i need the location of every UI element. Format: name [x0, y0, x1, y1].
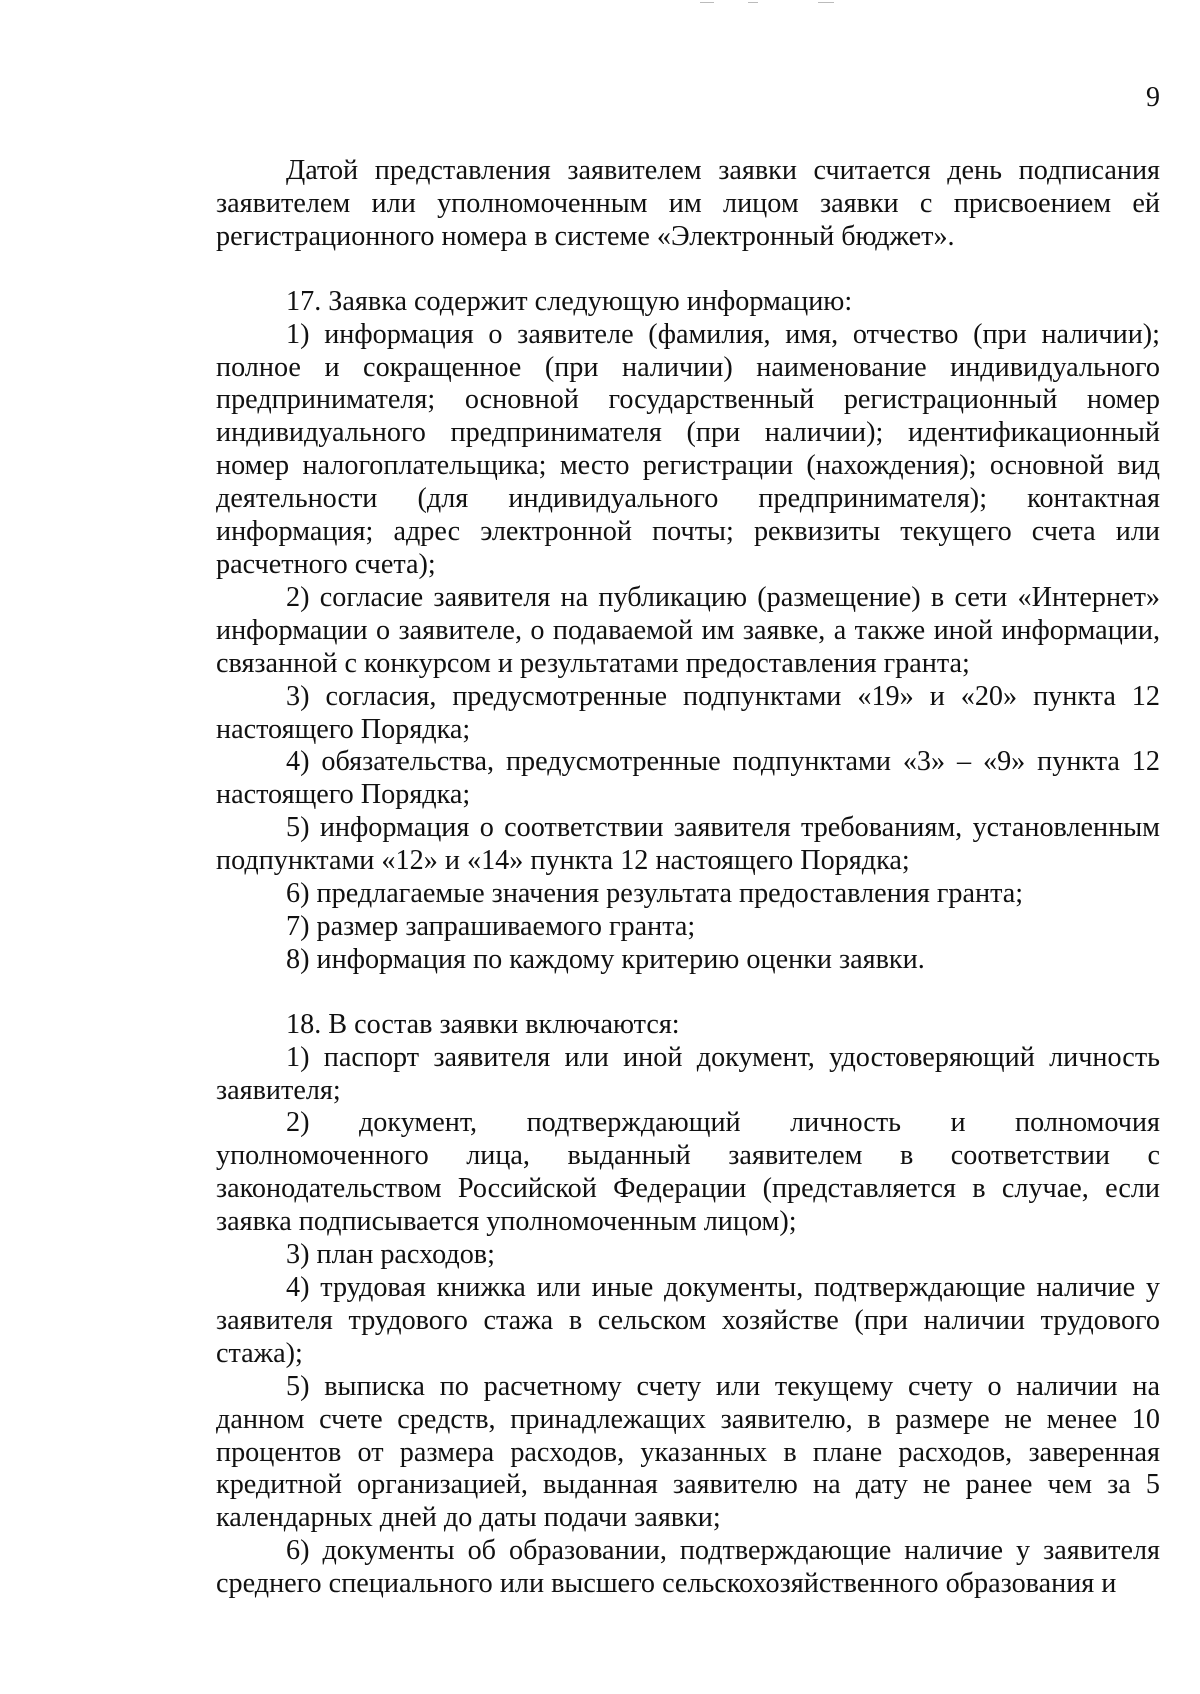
list-item-18-6: 6) документы об образовании, подтверждающие наличие у заявителя среднего специального или высшего сельскохозяйственного образования и [216, 1535, 1160, 1600]
list-item-17-4: 4) обязательства, предусмотренные подпунктами «3» – «9» пункта 12 настоящего Порядка; [216, 746, 1160, 811]
list-item-17-5: 5) информация о соответствии заявителя требованиям, установленным подпунктами «12» и «14» пункта 12 настоящего Порядка; [216, 812, 1160, 877]
list-item-17-8: 8) информация по каждому критерию оценки заявки. [286, 943, 925, 975]
section-17-heading: 17. Заявка содержит следующую информацию: [286, 285, 853, 317]
section-18-heading: 18. В состав заявки включаются: [286, 1008, 680, 1040]
list-item-17-2: 2) согласие заявителя на публикацию (размещение) в сети «Интернет» информации о заявителе, о подаваемой им заявке, а также иной информации, связанной с конкурсом и результатами предоставления гранта; [216, 581, 1160, 679]
list-item-18-5: 5) выписка по расчетному счету или текущему счету о наличии на данном счете средств, принадлежащих заявителю, в размере не менее 10 процентов от размера расходов, указанных в плане расходов, заверенная кредитной организацией, выданная заявителю на дату не ранее чем за 5 календарных дней до даты подачи заявки; [216, 1370, 1160, 1534]
list-item-17-7: 7) размер запрашиваемого гранта; [286, 910, 696, 942]
list-item-18-3: 3) план расходов; [286, 1239, 495, 1271]
page-number: 9 [1146, 82, 1160, 113]
paragraph-submission-date: Датой представления заявителем заявки считается день подписания заявителем или уполномоченным им лицом заявки с присвоением ей регистрационного номера в системе «Электронный бюджет». [216, 155, 1160, 252]
scan-marks [700, 0, 860, 6]
list-item-18-4: 4) трудовая книжка или иные документы, подтверждающие наличие у заявителя трудового стажа в сельском хозяйстве (при наличии трудового стажа); [216, 1272, 1160, 1369]
document-body [216, 155, 1160, 1601]
list-item-17-3: 3) согласия, предусмотренные подпунктами «19» и «20» пункта 12 настоящего Порядка; [216, 680, 1160, 745]
list-item-18-1: 1) паспорт заявителя или иной документ, удостоверяющий личность заявителя; [216, 1041, 1160, 1106]
list-item-17-6: 6) предлагаемые значения результата предоставления гранта; [286, 878, 1024, 910]
list-item-18-2: 2) документ, подтверждающий личность и полномочия уполномоченного лица, выданный заявителем в соответствии с законодательством Российской Федерации (представляется в случае, если заявка подписывается уполномоченным лицом); [216, 1107, 1160, 1238]
list-item-17-1: 1) информация о заявителе (фамилия, имя, отчество (при наличии); полное и сокращенное (при наличии) наименование индивидуального предпринимателя; основной государственный регистрационный номер индивидуального предпринимателя (при наличии); идентификационный номер налогоплательщика; место регистрации (нахождения); основной вид деятельности (для индивидуального предпринимателя); контактная информация; адрес электронной почты; реквизиты текущего счета или расчетного счета); [216, 318, 1160, 580]
